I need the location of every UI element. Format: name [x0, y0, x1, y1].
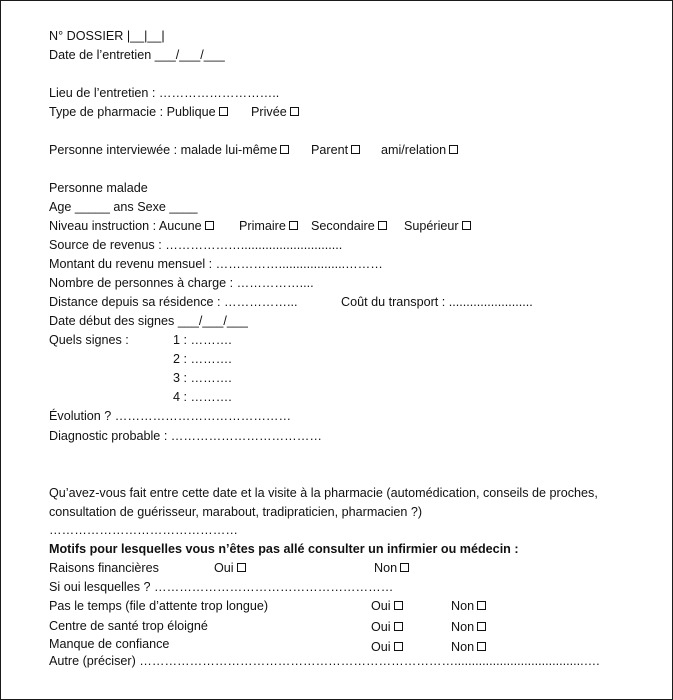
financial-no-option: [374, 561, 409, 576]
dossier-number-field[interactable]: N° DOSSIER |__|__|: [49, 29, 165, 43]
education-primary-checkbox[interactable]: [289, 221, 298, 230]
age-sex-field[interactable]: Age _____ ans Sexe ____: [49, 200, 198, 214]
far-center-no-checkbox[interactable]: [477, 622, 486, 631]
no-time-no-checkbox[interactable]: [477, 601, 486, 610]
financial-yes-option: [214, 561, 246, 576]
education-primary-option: [239, 219, 298, 234]
other-reason-field[interactable]: Autre (préciser) ………………………………………………………………….....................................….: [49, 654, 600, 668]
patient-self-checkbox[interactable]: [280, 145, 289, 154]
no-label: Non: [451, 620, 475, 634]
private-checkbox[interactable]: [290, 107, 299, 116]
education-higher-label: Supérieur: [404, 219, 459, 233]
symptom-field[interactable]: 4 : ……….: [173, 390, 232, 404]
symptoms-start-date-field[interactable]: Date début des signes ___/___/___: [49, 314, 248, 328]
pharmacy-type-row: [49, 105, 228, 120]
parent-label: Parent: [311, 143, 349, 157]
question-answer-field[interactable]: ………………………………………: [49, 523, 238, 537]
symptom-field[interactable]: 3 : ……….: [173, 371, 232, 385]
no-label: Non: [374, 561, 398, 575]
no-time-no-option: [451, 599, 486, 614]
parent-checkbox[interactable]: [351, 145, 360, 154]
no-label: Non: [451, 599, 475, 613]
no-time-label: Pas le temps (file d’attente trop longue): [49, 599, 269, 613]
friend-label: ami/relation: [381, 143, 447, 157]
far-center-yes-option: [371, 620, 403, 635]
question-line-1: Qu’avez-vous fait entre cette date et la visite à la pharmacie (automédication, conseils de proches,: [49, 486, 598, 500]
trust-no-option: [451, 640, 486, 655]
no-time-yes-option: [371, 599, 403, 614]
symptom-field[interactable]: 2 : ……….: [173, 352, 232, 366]
education-label: Niveau instruction : Aucune: [49, 219, 202, 233]
patient-section-title: Personne malade: [49, 181, 148, 195]
symptoms-label: Quels signes :: [49, 333, 129, 347]
financial-yes-checkbox[interactable]: [237, 563, 246, 572]
far-center-label: Centre de santé trop éloigné: [49, 619, 208, 633]
education-higher-option: [404, 219, 471, 234]
private-option: [251, 105, 299, 120]
income-source-field[interactable]: Source de revenus : ……………….............................: [49, 238, 343, 252]
question-line-2: consultation de guérisseur, marabout, tradipraticien, pharmacien ?): [49, 505, 423, 519]
pharmacy-type-label: Type de pharmacie : Publique: [49, 105, 216, 119]
interview-location-field[interactable]: Lieu de l’entretien : ………………………..: [49, 86, 280, 100]
interview-date-field[interactable]: Date de l’entretien ___/___/___: [49, 48, 225, 62]
no-label: Non: [451, 640, 475, 654]
monthly-income-field[interactable]: Montant du revenu mensuel : ……………...................………: [49, 257, 383, 271]
dependents-field[interactable]: Nombre de personnes à charge : ……………....: [49, 276, 314, 290]
friend-checkbox[interactable]: [449, 145, 458, 154]
parent-option: [311, 143, 360, 158]
trust-no-checkbox[interactable]: [477, 642, 486, 651]
yes-label: Oui: [371, 620, 391, 634]
interviewee-row: [49, 143, 289, 158]
education-primary-label: Primaire: [239, 219, 286, 233]
education-secondary-checkbox[interactable]: [378, 221, 387, 230]
no-time-yes-checkbox[interactable]: [394, 601, 403, 610]
financial-reasons-label: Raisons financières: [49, 561, 159, 575]
symptom-field[interactable]: 1 : ……….: [173, 333, 232, 347]
interviewee-label: Personne interviewée : malade lui-même: [49, 143, 278, 157]
far-center-no-option: [451, 620, 486, 635]
financial-no-checkbox[interactable]: [400, 563, 409, 572]
lack-of-trust-label: Manque de confiance: [49, 637, 170, 651]
which-reasons-field[interactable]: Si oui lesquelles ? …………………………………………………: [49, 580, 394, 594]
reasons-section-title: Motifs pour lesquelles vous n’êtes pas allé consulter un infirmier ou médecin :: [49, 542, 519, 556]
education-none-checkbox[interactable]: [205, 221, 214, 230]
yes-label: Oui: [214, 561, 234, 575]
public-checkbox[interactable]: [219, 107, 228, 116]
education-secondary-option: [311, 219, 387, 234]
friend-option: [381, 143, 458, 158]
transport-cost-field[interactable]: Coût du transport : ........................: [341, 295, 533, 309]
far-center-yes-checkbox[interactable]: [394, 622, 403, 631]
evolution-field[interactable]: Évolution ? ……………………………………: [49, 409, 292, 423]
yes-label: Oui: [371, 640, 391, 654]
diagnosis-field[interactable]: Diagnostic probable : ………………………………: [49, 429, 322, 443]
yes-label: Oui: [371, 599, 391, 613]
trust-yes-checkbox[interactable]: [394, 642, 403, 651]
education-secondary-label: Secondaire: [311, 219, 375, 233]
trust-yes-option: [371, 640, 403, 655]
distance-field[interactable]: Distance depuis sa résidence : ……………...: [49, 295, 298, 309]
private-label: Privée: [251, 105, 287, 119]
education-higher-checkbox[interactable]: [462, 221, 471, 230]
education-row: [49, 219, 214, 234]
